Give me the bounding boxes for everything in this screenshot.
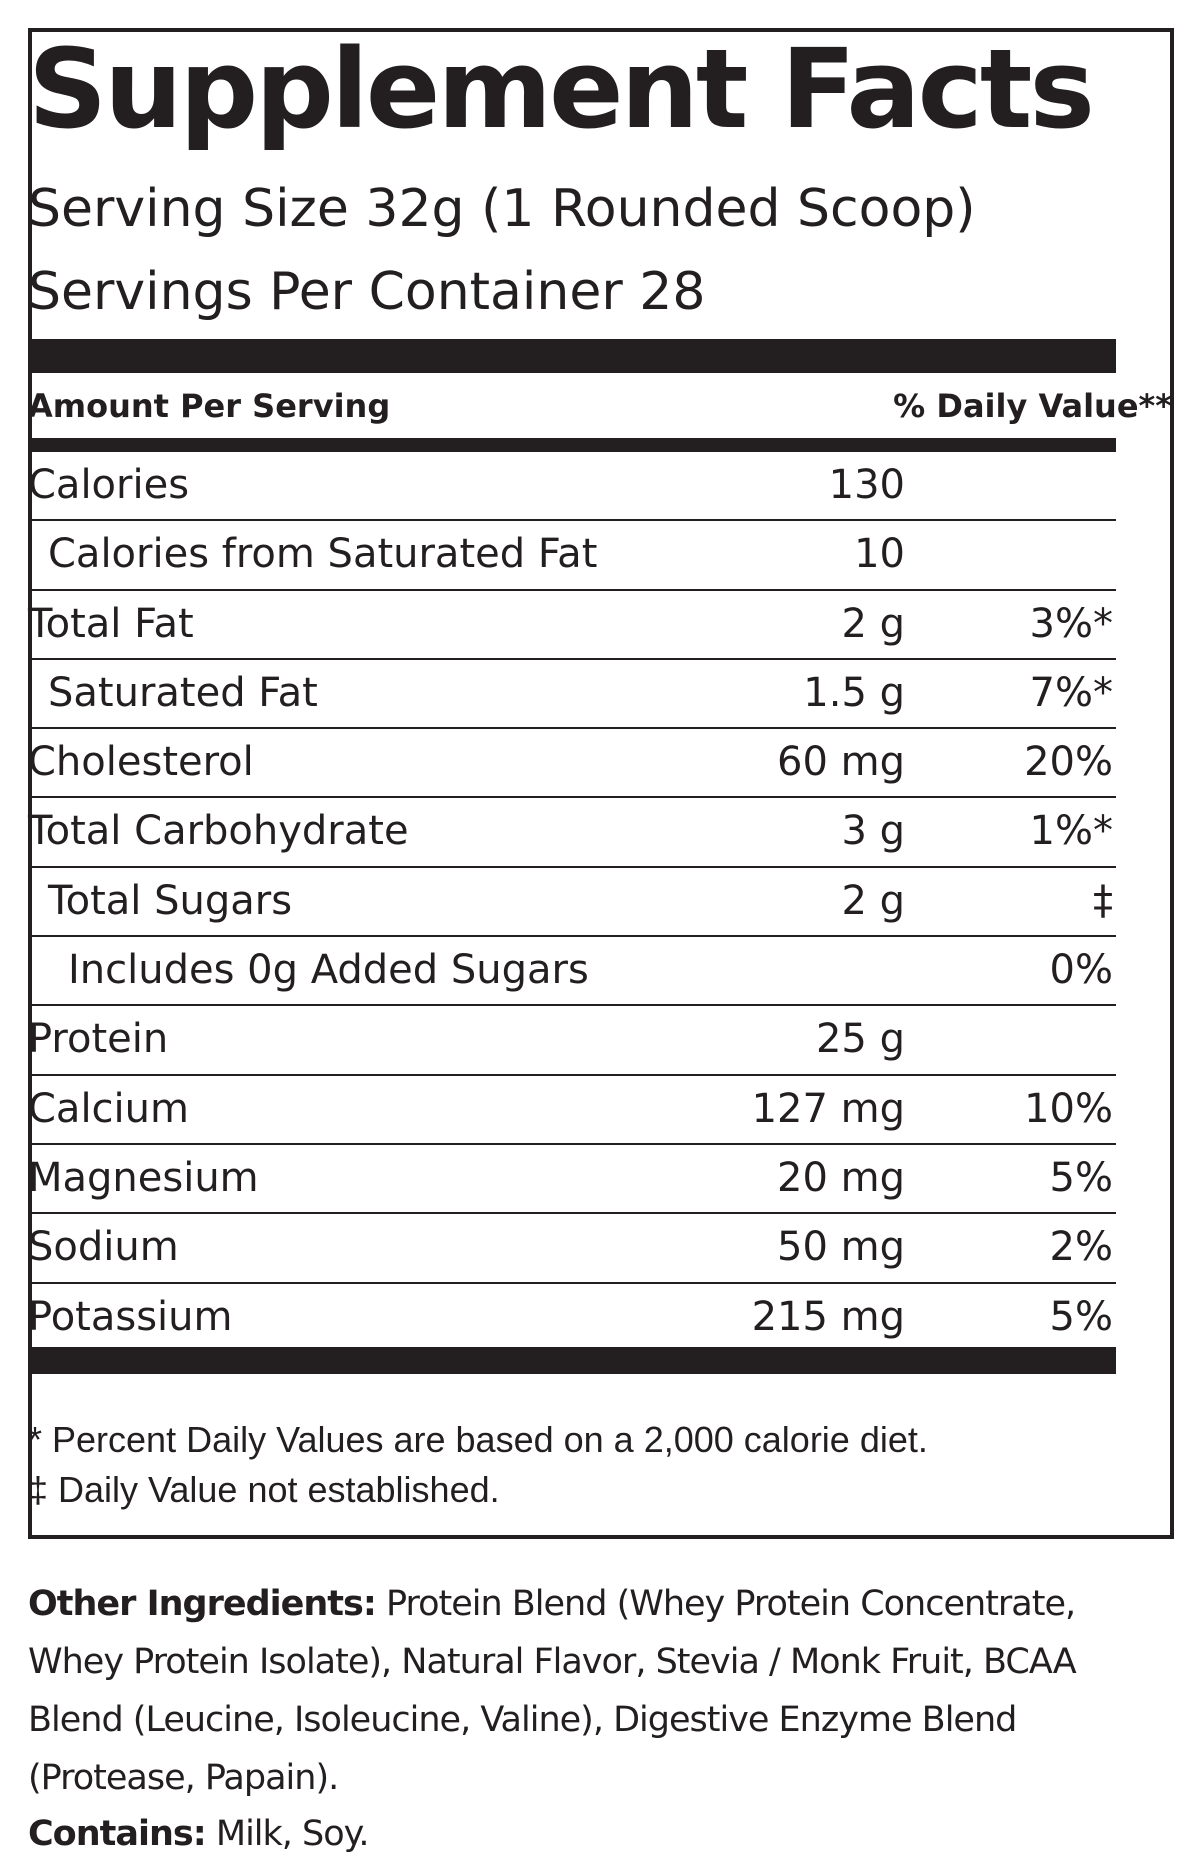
other-ingredients-label: Other Ingredients: [28,1584,376,1624]
nutrient-amount: 215 mg [751,1293,905,1340]
nutrient-row-calories-sat-fat [28,521,1116,590]
nutrient-name: Calories from Saturated Fat [48,531,598,578]
amount-per-serving-header: Amount Per Serving [28,387,391,425]
nutrient-amount: 1.5 g [803,669,905,716]
contains-text: Milk, Soy. [205,1814,369,1854]
nutrient-amount: 130 [828,462,905,508]
nutrient-daily-value: 10% [1024,1085,1113,1132]
nutrient-amount: 2 g [841,600,905,647]
thick-divider-bottom [28,1347,1116,1374]
nutrient-amount: 3 g [841,808,905,855]
serving-size: Serving Size 32g (1 Rounded Scoop) [28,179,976,239]
nutrient-row-total-fat [28,591,1116,660]
nutrient-daily-value: 3%* [1029,600,1113,647]
nutrient-name: Sodium [28,1224,179,1271]
nutrient-name: Calcium [28,1085,189,1132]
nutrient-amount: 20 mg [777,1154,905,1201]
nutrient-amount: 50 mg [777,1224,905,1271]
nutrient-name: Potassium [28,1293,233,1340]
nutrient-amount: 25 g [815,1016,905,1063]
nutrient-daily-value: 2% [1049,1224,1113,1271]
nutrient-row-calories [28,452,1116,521]
nutrient-name: Includes 0g Added Sugars [68,947,589,994]
panel-title: Supplement Facts [28,25,1092,153]
nutrient-name: Cholesterol [28,739,254,786]
nutrient-row-sodium [28,1214,1116,1283]
nutrient-row-cholesterol [28,729,1116,798]
nutrient-daily-value: 1%* [1029,808,1113,855]
nutrient-name: Total Carbohydrate [28,808,409,855]
contains-label: Contains: [28,1814,206,1854]
nutrient-row-potassium [28,1284,1116,1353]
nutrient-amount: 2 g [841,877,905,924]
nutrient-name: Calories [28,462,190,508]
medium-divider [28,438,1116,452]
allergen-statement [28,1805,369,1863]
nutrient-name: Protein [28,1016,169,1063]
nutrient-daily-value: 20% [1024,739,1113,786]
nutrient-row-protein [28,1006,1116,1075]
nutrient-table [28,452,1116,1353]
nutrient-daily-value: 5% [1049,1293,1113,1340]
nutrient-name: Magnesium [28,1154,259,1201]
nutrient-daily-value: 5% [1049,1154,1113,1201]
nutrient-row-magnesium [28,1145,1116,1214]
daily-value-header: % Daily Value** [893,387,1172,425]
nutrient-row-added-sugars [28,937,1116,1006]
daily-value-not-established-footnote: ‡ Daily Value not established. [28,1469,500,1510]
nutrient-amount: 127 mg [751,1085,905,1132]
nutrient-name: Total Sugars [48,877,293,924]
nutrient-amount: 60 mg [777,739,905,786]
nutrient-name: Total Fat [28,600,194,647]
percent-daily-value-footnote: * Percent Daily Values are based on a 2,000 calorie diet. [28,1419,928,1460]
thick-divider-top [28,339,1116,373]
nutrient-amount: 10 [854,531,905,578]
nutrient-daily-value: 7%* [1029,669,1113,716]
other-ingredients-text: Protein Blend (Whey Protein Concentrate, Whey Protein Isolate), Natural Flavor, Stevia / Monk Fruit, BCAA Blend (Leucine, Isoleucine, Valine), Digestive Enzyme Blend (Protease, Papain). [28,1584,1076,1798]
nutrient-row-total-carbohydrate [28,798,1116,867]
nutrient-row-calcium [28,1076,1116,1145]
nutrient-daily-value: 0% [1049,947,1113,994]
nutrient-row-saturated-fat [28,660,1116,729]
nutrient-row-total-sugars [28,868,1116,937]
nutrient-name: Saturated Fat [48,669,318,716]
nutrient-daily-value: ‡ [1093,877,1113,924]
other-ingredients [28,1575,1178,1807]
servings-per-container: Servings Per Container 28 [28,262,706,322]
